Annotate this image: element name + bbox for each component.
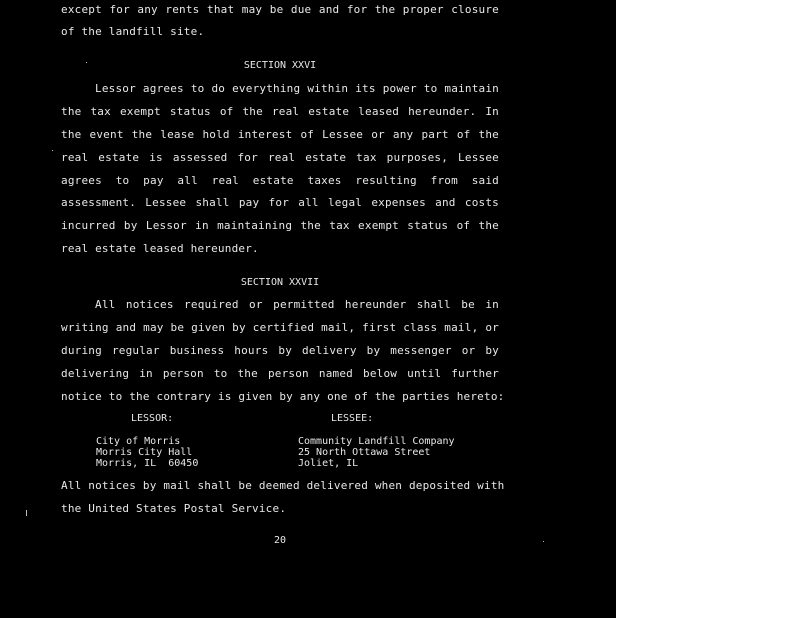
body-line: during regular business hours by delivery by messenger or by xyxy=(61,344,499,357)
body-line: writing and may be given by certified mail, first class mail, or xyxy=(61,321,499,334)
scan-speck xyxy=(86,62,87,63)
body-line: incurred by Lessor in maintaining the tax exempt status of the xyxy=(61,219,499,232)
scan-speck xyxy=(52,150,53,151)
lessee-address-line: Community Landfill Company xyxy=(298,436,455,447)
section-heading: SECTION XXVII xyxy=(240,277,320,288)
page-number: 20 xyxy=(273,535,287,546)
body-line: notice to the contrary is given by any one of the parties hereto: xyxy=(61,390,505,403)
body-line: delivering in person to the person named below until further xyxy=(61,367,499,380)
lessee-heading: LESSEE: xyxy=(331,413,374,424)
body-line: assessment. Lessee shall pay for all legal expenses and costs xyxy=(61,196,499,209)
body-line: All notices by mail shall be deemed delivered when deposited with xyxy=(61,479,505,492)
lessee-address-line: Joliet, IL xyxy=(298,458,359,469)
body-line: the tax exempt status of the real estate leased hereunder. In xyxy=(61,105,499,118)
lessor-address-line: Morris, IL 60450 xyxy=(96,458,199,469)
body-line: of the landfill site. xyxy=(61,25,205,38)
section-heading: SECTION XXVI xyxy=(243,60,317,71)
body-line: real estate is assessed for real estate tax purposes, Lessee xyxy=(61,151,499,164)
body-line: except for any rents that may be due and for the proper closure xyxy=(61,3,499,16)
body-line: the United States Postal Service. xyxy=(61,502,287,515)
lessee-address-line: 25 North Ottawa Street xyxy=(298,447,431,458)
scan-speck xyxy=(543,541,544,542)
body-line: Lessor agrees to do everything within its power to maintain xyxy=(95,82,499,95)
lessor-address-line: Morris City Hall xyxy=(96,447,193,458)
body-line: real estate leased hereunder. xyxy=(61,242,259,255)
scan-speck xyxy=(26,510,27,516)
body-line: agrees to pay all real estate taxes resulting from said xyxy=(61,174,499,187)
lessor-heading: LESSOR: xyxy=(131,413,174,424)
body-line: the event the lease hold interest of Lessee or any part of the xyxy=(61,128,499,141)
body-line: All notices required or permitted hereunder shall be in xyxy=(95,298,499,311)
lessor-address-line: City of Morris xyxy=(96,436,181,447)
